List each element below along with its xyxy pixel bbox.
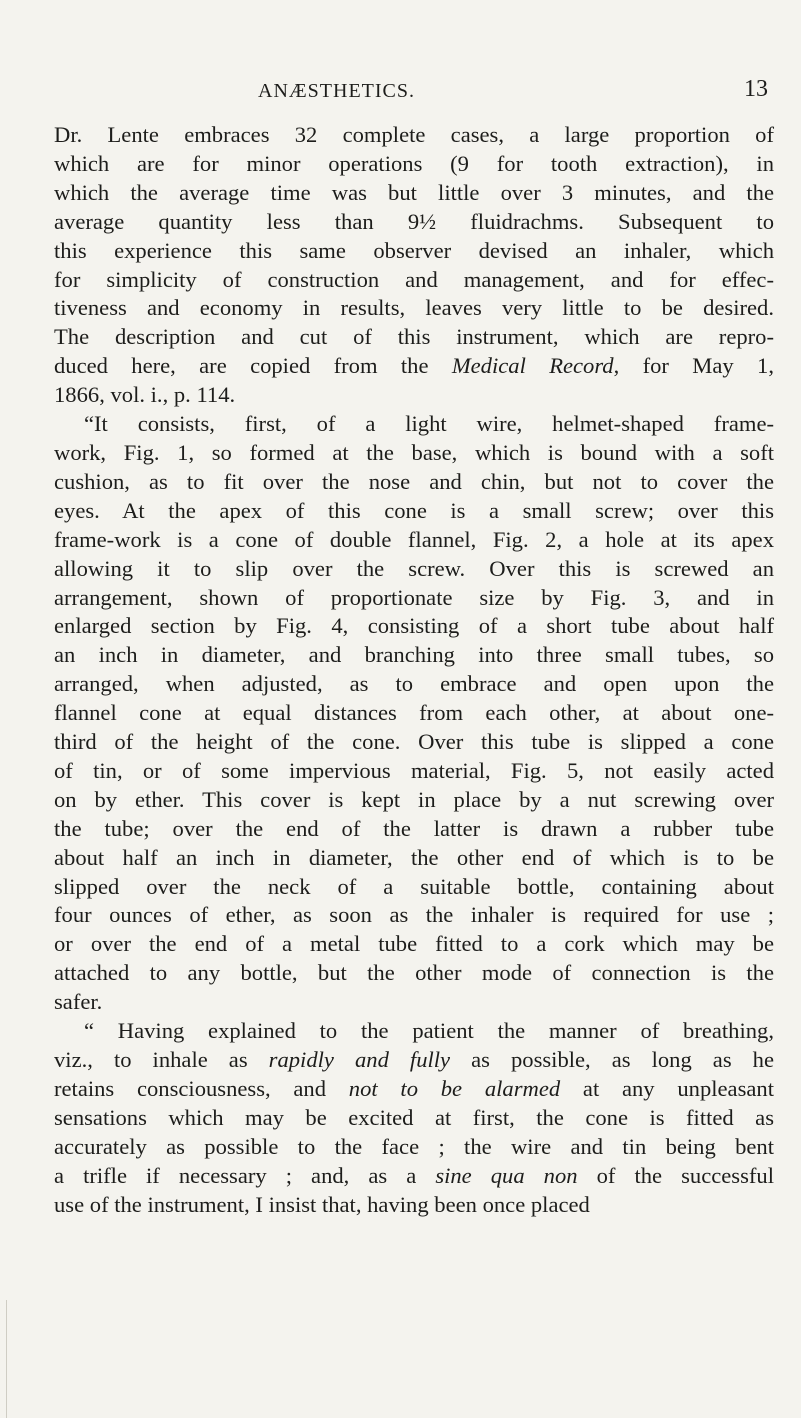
text-line: [54, 121, 774, 150]
text-run: The description and cut of this instrument, which are repro-: [54, 324, 774, 350]
text-line: [54, 844, 774, 873]
text-run: on by ether. This cover is kept in place by a nut screwing over: [54, 786, 774, 812]
text-line: [54, 1133, 774, 1162]
italic-phrase: sine qua non: [435, 1162, 578, 1188]
text-run: “ Having explained to the patient the manner of breathing,: [84, 1018, 774, 1044]
text-line: [54, 526, 774, 555]
text-line: [54, 930, 774, 959]
italic-phrase: not to be alarmed: [348, 1075, 561, 1101]
text-line: [54, 208, 774, 237]
text-line: [54, 294, 774, 323]
text-line: [54, 728, 774, 757]
text-run: the tube; over the end of the latter is drawn a rubber tube: [54, 815, 774, 841]
text-line: [54, 612, 774, 641]
text-run: at any unpleasant: [560, 1075, 774, 1101]
text-line: [54, 150, 774, 179]
text-run: or over the end of a metal tube fitted to a cork which may be: [54, 931, 774, 957]
text-run: which the average time was but little over 3 minutes, and the: [54, 179, 774, 205]
text-line: [54, 959, 774, 988]
text-run: frame-work is a cone of double flannel, Fig. 2, a hole at its apex: [54, 526, 774, 552]
body-text: [54, 121, 774, 1219]
text-run: safer.: [54, 989, 103, 1015]
text-line: [54, 786, 774, 815]
text-run: four ounces of ether, as soon as the inhaler is required for use ;: [54, 902, 774, 928]
text-line: [54, 670, 774, 699]
text-line: [54, 1017, 774, 1046]
text-run: which are for minor operations (9 for tooth extraction), in: [54, 150, 774, 176]
text-run: eyes. At the apex of this cone is a small screw; over this: [54, 497, 774, 523]
text-run: cushion, as to fit over the nose and chin, but not to cover the: [54, 468, 774, 494]
text-run: Dr. Lente embraces 32 complete cases, a large proportion of: [54, 122, 774, 147]
text-run: arrangement, shown of proportionate size by Fig. 3, and in: [54, 584, 774, 610]
text-line: [54, 1046, 774, 1075]
text-run: a trifle if necessary ; and, as a: [54, 1162, 436, 1188]
italic-phrase: Medical Record: [451, 353, 614, 379]
page-number: 13: [744, 76, 768, 102]
running-head: ANÆSTHETICS.: [258, 80, 416, 102]
text-run: 1866, vol. i., p. 114.: [54, 382, 236, 408]
text-run: accurately as possible to the face ; the wire and tin being bent: [54, 1133, 774, 1159]
text-line: [54, 352, 774, 381]
text-line: [54, 555, 774, 584]
text-run: viz., to inhale as: [54, 1047, 269, 1072]
text-line: [54, 410, 774, 439]
text-run: retains consciousness, and: [54, 1075, 349, 1101]
text-line: [54, 1191, 774, 1220]
text-line: [54, 497, 774, 526]
text-run: attached to any bottle, but the other mode of connection is the: [54, 960, 774, 986]
text-line: [54, 266, 774, 295]
text-run: duced here, are copied from the: [54, 353, 452, 379]
text-run: third of the height of the cone. Over this tube is slipped a cone: [54, 729, 774, 755]
text-run: “It consists, first, of a light wire, helmet-shaped frame-: [84, 411, 774, 437]
text-line: [54, 873, 774, 902]
text-line: [54, 757, 774, 786]
italic-phrase: rapidly and fully: [268, 1047, 451, 1072]
text-run: flannel cone at equal distances from each other, at about one-: [54, 700, 774, 726]
text-line: [54, 641, 774, 670]
text-run: about half an inch in diameter, the other end of which is to be: [54, 844, 774, 870]
text-line: [54, 179, 774, 208]
text-line: [54, 439, 774, 468]
text-run: enlarged section by Fig. 4, consisting of a short tube about half: [54, 613, 774, 639]
text-run: , for May 1,: [613, 353, 774, 379]
text-run: tiveness and economy in results, leaves very little to be desired.: [54, 295, 774, 321]
text-line: [54, 237, 774, 266]
text-line: [54, 1104, 774, 1133]
text-run: allowing it to slip over the screw. Over this is screwed an: [54, 555, 774, 581]
text-run: as possible, as long as he: [450, 1047, 774, 1072]
text-line: [54, 323, 774, 352]
text-run: arranged, when adjusted, as to embrace and open upon the: [54, 671, 774, 697]
text-run: average quantity less than 9½ fluidrachms. Subsequent to: [54, 208, 774, 234]
text-run: this experience this same observer devised an inhaler, which: [54, 237, 774, 263]
text-run: slipped over the neck of a suitable bottle, containing about: [54, 873, 774, 899]
text-line: [54, 1075, 774, 1104]
text-run: of tin, or of some impervious material, Fig. 5, not easily acted: [54, 757, 774, 783]
text-run: of the successful: [577, 1162, 774, 1188]
text-line: [54, 988, 774, 1017]
text-line: [54, 584, 774, 613]
text-line: [54, 381, 774, 410]
margin-rule: [6, 1300, 7, 1418]
text-run: work, Fig. 1, so formed at the base, which is bound with a soft: [54, 439, 774, 465]
text-run: sensations which may be excited at first, the cone is fitted as: [54, 1104, 774, 1130]
text-run: an inch in diameter, and branching into three small tubes, so: [54, 642, 774, 668]
text-line: [54, 1162, 774, 1191]
text-run: use of the instrument, I insist that, having been once placed: [54, 1191, 590, 1217]
text-line: [54, 901, 774, 930]
text-line: [54, 468, 774, 497]
text-line: [54, 699, 774, 728]
text-run: for simplicity of construction and management, and for effec-: [54, 266, 774, 292]
text-line: [54, 815, 774, 844]
